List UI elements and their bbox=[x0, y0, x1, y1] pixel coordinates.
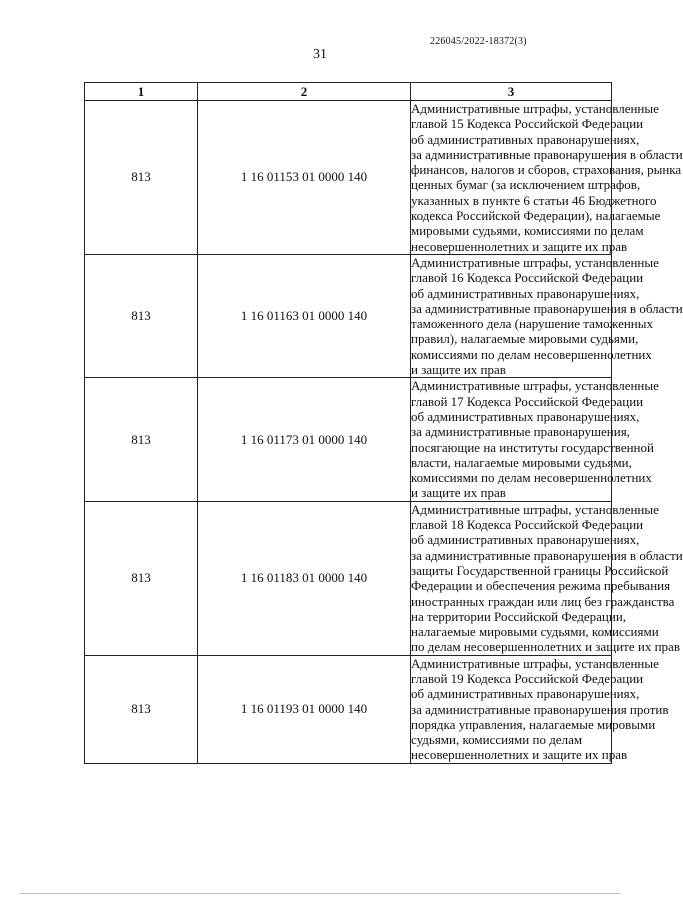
description-line: об административных правонарушениях, bbox=[411, 408, 640, 424]
kbk-code-cell: 1 16 01173 01 0000 140 bbox=[198, 378, 411, 501]
description-line: и защите их прав bbox=[411, 362, 506, 378]
description-line: Административные штрафы, установленные bbox=[411, 101, 659, 116]
column-header-3: 3 bbox=[411, 83, 612, 101]
description-line: Административные штрафы, установленные bbox=[411, 655, 659, 671]
description-line: главой 15 Кодекса Российской Федерации bbox=[411, 116, 644, 132]
table-row bbox=[85, 254, 612, 377]
description-line: несовершеннолетних и защите их прав bbox=[411, 747, 628, 763]
kbk-code-cell: 1 16 01153 01 0000 140 bbox=[198, 101, 411, 255]
description-line: Федерации и обеспечения режима пребывания bbox=[411, 578, 671, 594]
description-line: об административных правонарушениях, bbox=[411, 285, 640, 301]
admin-code-cell: 813 bbox=[85, 378, 198, 501]
description-line: Административные штрафы, установленные bbox=[411, 501, 659, 517]
description-line: несовершеннолетних и защите их прав bbox=[411, 238, 628, 254]
description-line: посягающие на институты государственной bbox=[411, 439, 654, 455]
description-line: защиты Государственной границы Российской bbox=[411, 562, 669, 578]
description-cell bbox=[411, 655, 669, 763]
description-line: Административные штрафы, установленные bbox=[411, 378, 659, 394]
column-header-2: 2 bbox=[198, 83, 411, 101]
description-line: главой 18 Кодекса Российской Федерации bbox=[411, 517, 644, 533]
description-line: комиссиями по делам несовершеннолетних bbox=[411, 346, 652, 362]
table-header-row bbox=[85, 83, 612, 101]
description-line: об административных правонарушениях, bbox=[411, 686, 640, 702]
description-line: Административные штрафы, установленные bbox=[411, 254, 659, 270]
kbk-table bbox=[84, 82, 683, 764]
description-line: за административные правонарушения в области bbox=[411, 300, 683, 316]
description-line: комиссиями по делам несовершеннолетних bbox=[411, 470, 652, 486]
document-number: 226045/2022-18372(3) bbox=[430, 36, 527, 47]
description-line: за административные правонарушения в области bbox=[411, 547, 683, 563]
admin-code-cell: 813 bbox=[85, 254, 198, 377]
kbk-code-cell: 1 16 01183 01 0000 140 bbox=[198, 501, 411, 655]
description-line: власти, налагаемые мировыми судьями, bbox=[411, 454, 632, 470]
description-line: ценных бумаг (за исключением штрафов, bbox=[411, 177, 641, 193]
table-row bbox=[85, 501, 612, 655]
description-line: на территории Российской Федерации, bbox=[411, 608, 627, 624]
description-cell bbox=[411, 101, 683, 255]
admin-code-cell: 813 bbox=[85, 101, 198, 255]
table-row bbox=[85, 101, 612, 255]
description-line: об административных правонарушениях, bbox=[411, 131, 640, 147]
description-line: таможенного дела (нарушение таможенных bbox=[411, 316, 653, 332]
admin-code-cell: 813 bbox=[85, 655, 198, 763]
description-cell bbox=[411, 254, 683, 378]
description-line: об административных правонарушениях, bbox=[411, 532, 640, 548]
description-line: судьями, комиссиями по делам bbox=[411, 732, 583, 748]
description-line: финансов, налогов и сборов, страхования, рынка bbox=[411, 162, 682, 178]
table-row bbox=[85, 378, 612, 501]
description-line: налагаемые мировыми судьями, комиссиями bbox=[411, 624, 659, 640]
description-line: указанных в пункте 6 статьи 46 Бюджетного bbox=[411, 192, 657, 208]
description-line: за административные правонарушения против bbox=[411, 701, 669, 717]
column-header-1: 1 bbox=[85, 83, 198, 101]
admin-code-cell: 813 bbox=[85, 501, 198, 655]
description-line: главой 16 Кодекса Российской Федерации bbox=[411, 270, 644, 286]
description-line: мировыми судьями, комиссиями по делам bbox=[411, 223, 644, 239]
description-line: и защите их прав bbox=[411, 485, 506, 501]
description-line: правил), налагаемые мировыми судьями, bbox=[411, 331, 639, 347]
description-cell bbox=[411, 378, 659, 501]
description-line: за административные правонарушения в области bbox=[411, 146, 683, 162]
table-body bbox=[85, 101, 683, 764]
page-bottom-rule bbox=[20, 893, 620, 894]
description-line: по делам несовершеннолетних и защите их прав bbox=[411, 639, 680, 655]
description-cell bbox=[411, 501, 683, 655]
description-line: главой 19 Кодекса Российской Федерации bbox=[411, 670, 644, 686]
table-row bbox=[85, 655, 612, 763]
description-line: иностранных граждан или лиц без гражданства bbox=[411, 593, 675, 609]
description-line: порядка управления, налагаемые мировыми bbox=[411, 716, 656, 732]
kbk-code-cell: 1 16 01163 01 0000 140 bbox=[198, 254, 411, 377]
description-line: кодекса Российской Федерации), налагаемые bbox=[411, 208, 661, 224]
description-line: главой 17 Кодекса Российской Федерации bbox=[411, 393, 644, 409]
description-line: за административные правонарушения, bbox=[411, 424, 630, 440]
kbk-code-cell: 1 16 01193 01 0000 140 bbox=[198, 655, 411, 763]
page-number: 31 bbox=[313, 47, 327, 62]
